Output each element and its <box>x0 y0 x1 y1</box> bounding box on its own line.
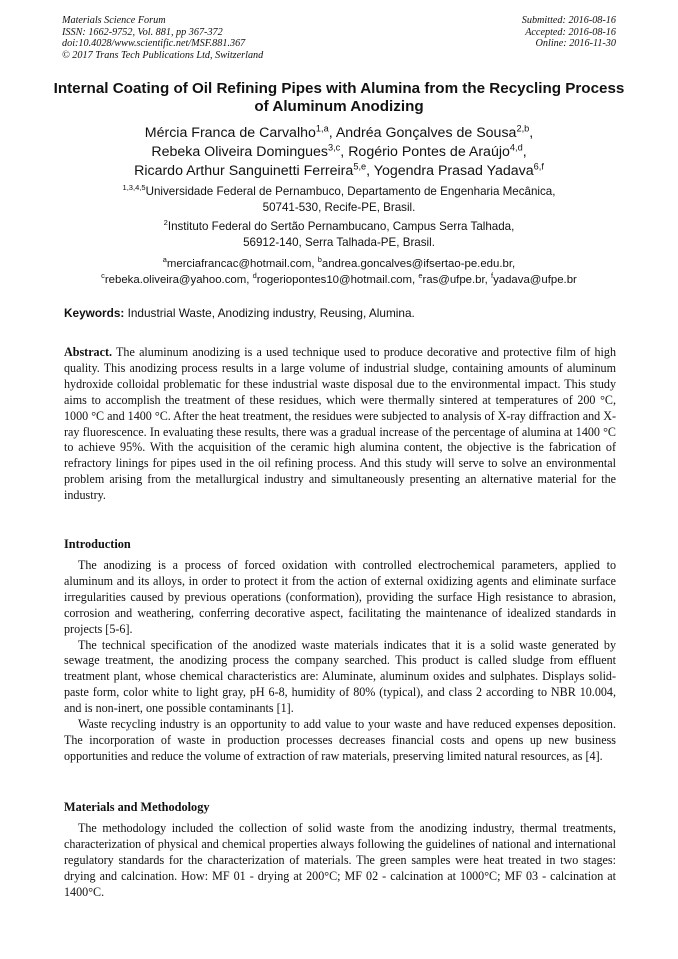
journal-name: Materials Science Forum <box>62 15 166 26</box>
paragraph: The anodizing is a process of forced oxidation with controlled electrochemical parameters, applied to aluminum and its alloys, in order to protect it from the action of external oxidizing agents and eliminate surface irregularities caused by previous operations (conformation), providing the surface High resistance to abrasion, corrosion and weathering, conferring decorative aspect, facilitating the maintenance of idealized standards in projects [5-6]. <box>64 558 616 636</box>
abstract-text: The aluminum anodizing is a used technique used to produce decorative and protective film of high quality. This anodizing process results in a large volume of industrial sludge, containing amounts of aluminum hydroxide colloidal problematic for these industrial waste disposal due to the environmental impact. This study aims to accomplish the treatment of these residues, which were thermally sintered at temperatures of 200 °C, 1000 °C and 1400 °C. After the heat treatment, the residues were subjected to analysis of X-ray diffraction and X-ray fluorescence. In evaluating these results, there was a gradual increase of the percentage of alumina at 1400 °C to achieve 95%. With the acquisition of the ceramic high alumina content, the objective is the fabrication of refractory linings for pipes used in the oil refining process. And this study will serve to solve an environmental problem arising from the metallurgical industry and simultaneously presenting an alternative material for the industry. <box>64 345 616 503</box>
online-date: Online: 2016-11-30 <box>535 38 616 50</box>
keywords-label: Keywords: <box>64 306 125 320</box>
email: $^c$rebeka.oliveira@yahoo.com, <box>101 271 253 286</box>
affiliation-1: $^{1,3,4,5}$Universidade Federal de Pernambuco, Departamento de Engenharia Mecânica, 50741-530, Recife-PE, Brasil. <box>122 183 556 214</box>
abstract-label: Abstract. <box>64 345 113 359</box>
copyright-line: © 2017 Trans Tech Publications Ltd, Switzerland <box>62 49 264 61</box>
paragraph: Waste recycling industry is an opportunity to add value to your waste and have reduced expenses deposition. The incorporation of waste in production processes decreases financial costs and opens up new business opportunities and reduce the volume of extraction of raw materials, preserving limited natural resources, as [4]. <box>64 717 616 763</box>
issn-line: ISSN: 1662-9752, Vol. 881, pp 367-372 <box>62 26 223 38</box>
author: Rogério Pontes de Araújo$^{4,d}$, <box>348 142 527 160</box>
paper-title: Internal Coating of Oil Refining Pipes with Alumina from the Recycling Process of Aluminum Anodizing <box>53 80 625 115</box>
doi-line: doi:10.4028/www.scientific.net/MSF.881.367 <box>62 38 246 50</box>
author: Andréa Gonçalves de Sousa$^{2,b}$, <box>335 123 534 141</box>
introduction-body <box>64 558 616 765</box>
keywords-text: Industrial Waste, Anodizing industry, Reusing, Alumina. <box>124 306 415 320</box>
methods-body <box>64 821 616 901</box>
submitted-date: Submitted: 2016-08-16 <box>521 15 616 26</box>
author: Rebeka Oliveira Domingues$^{3,c}$, <box>151 142 349 160</box>
paragraph: The methodology included the collection of solid waste from the anodizing industry, thermal treatments, characterization of physical and chemical properties always following the guidelines of national and international regulatory standards for the characterization of materials. The green samples were heat treated in two stages: drying and calcination. How: MF 01 - drying at 200°C; MF 02 - calcination at 1000°C; MF 03 - calcination at 1400°C. <box>64 821 616 899</box>
author: Mércia Franca de Carvalho$^{1,a}$, <box>144 123 336 141</box>
email: $^b$andrea.goncalves@ifsertao-pe.edu.br, <box>317 255 516 270</box>
abstract <box>64 345 616 504</box>
author-list <box>40 124 638 181</box>
email: $^d$rogeriopontes10@hotmail.com, <box>252 271 419 286</box>
accepted-date: Accepted: 2016-08-16 <box>525 26 616 38</box>
keywords <box>64 305 616 321</box>
author: Yogendra Prasad Yadava$^{6,f}$ <box>373 161 544 179</box>
section-heading: Materials and Methodology <box>64 800 210 814</box>
affiliation-2: $^2$Instituto Federal do Sertão Pernambucano, Campus Serra Talhada, 56912-140, Serra Talhada-PE, Brasil. <box>163 218 515 249</box>
email-list <box>40 256 638 288</box>
email: $^a$merciafrancac@hotmail.com, <box>162 255 318 270</box>
section-heading: Introduction <box>64 537 131 551</box>
email: $^f$yadava@ufpe.br <box>491 271 577 286</box>
dates-info <box>522 15 616 50</box>
paragraph: The technical specification of the anodized waste materials indicates that it is a solid waste generated by sewage treatment, the anodizing process the company searched. This product is called sludge from effluent treatment plant, whose chemical characteristics are: Aluminate, aluminum oxides and sulphates. Displays solid-paste form, color white to light gray, pH 6-8, humidity of 80% (typical), and class 2 according to NBR 10.004, and is non-inert, one possible contaminants [1]. <box>64 637 616 716</box>
journal-info <box>62 15 263 61</box>
author: Ricardo Arthur Sanguinetti Ferreira$^{5,e}$, <box>134 161 374 179</box>
email: $^e$ras@ufpe.br, <box>418 271 491 286</box>
